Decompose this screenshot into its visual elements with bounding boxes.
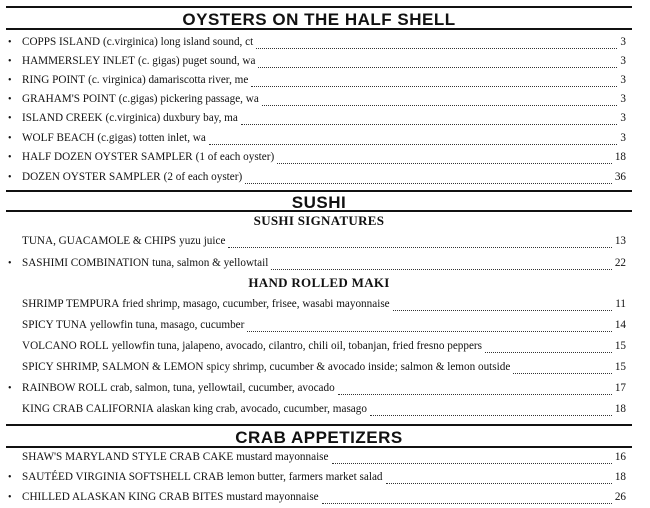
item-price: 36 (614, 171, 626, 183)
sushi-section-title: SUSHI (6, 190, 632, 212)
menu-item (8, 491, 626, 507)
bullet-icon: • (8, 37, 12, 48)
item-name: TUNA, GUACAMOLE & CHIPS (22, 235, 177, 247)
dot-leader (241, 123, 618, 125)
item-price: 18 (614, 471, 626, 483)
menu-item (8, 471, 626, 487)
menu-item (8, 451, 626, 467)
crab-section-title: CRAB APPETIZERS (6, 424, 632, 448)
bullet-icon: • (8, 113, 12, 124)
dot-leader (256, 47, 617, 49)
bullet-icon: • (8, 133, 12, 144)
menu-item (8, 55, 626, 71)
menu-item (8, 74, 626, 90)
item-price: 15 (614, 361, 626, 373)
item-price: 11 (615, 298, 626, 310)
item-name: CHILLED ALASKAN KING CRAB BITES (22, 491, 224, 503)
dot-leader (277, 162, 612, 164)
bullet-icon: • (8, 472, 12, 483)
item-price: 3 (620, 36, 626, 48)
dot-leader (209, 143, 618, 145)
dot-leader (370, 414, 612, 416)
dot-leader (262, 104, 618, 106)
item-description: alaskan king crab, avocado, cucumber, masago (156, 403, 367, 415)
menu-item (8, 36, 626, 52)
oysters-section-title: OYSTERS ON THE HALF SHELL (6, 6, 632, 30)
item-description: crab, salmon, tuna, yellowtail, cucumber, avocado (110, 382, 335, 394)
item-price: 3 (620, 55, 626, 67)
dot-leader (251, 85, 617, 87)
item-description: (c.virginica) long island sound, ct (103, 36, 254, 48)
item-name: SAUTÉED VIRGINIA SOFTSHELL CRAB (22, 471, 224, 483)
item-name: GRAHAM'S POINT (22, 93, 116, 105)
item-price: 3 (620, 132, 626, 144)
dot-leader (513, 372, 612, 374)
bullet-icon: • (8, 258, 12, 269)
bullet-icon: • (8, 172, 12, 183)
dot-leader (322, 502, 612, 504)
item-description: mustard mayonnaise (236, 451, 329, 463)
item-description: fried shrimp, masago, cucumber, frisee, wasabi mayonnaise (122, 298, 390, 310)
item-description: yellowfin tuna, jalapeno, avocado, cilantro, chili oil, tobanjan, fried fresno peppers (111, 340, 483, 352)
dot-leader (228, 246, 611, 248)
sushi-signatures-title: SUSHI SIGNATURES (253, 213, 385, 228)
bullet-icon: • (8, 383, 12, 394)
item-name: SPICY SHRIMP, SALMON & LEMON (22, 361, 204, 373)
menu-item (8, 151, 626, 167)
item-name: COPPS ISLAND (22, 36, 101, 48)
item-description: spicy shrimp, cucumber & avocado inside; salmon & lemon outside (206, 361, 511, 373)
bullet-icon: • (8, 492, 12, 503)
bullet-icon: • (8, 56, 12, 67)
menu-item (8, 235, 626, 251)
dot-leader (338, 393, 612, 395)
item-name: KING CRAB CALIFORNIA (22, 403, 154, 415)
hand-rolled-maki-title: HAND ROLLED MAKI (248, 275, 390, 290)
item-description: (c.virginica) duxbury bay, ma (105, 112, 238, 124)
menu-item (8, 319, 626, 335)
item-description: (c.gigas) totten inlet, wa (97, 132, 206, 144)
item-name: RAINBOW ROLL (22, 382, 108, 394)
menu-item (8, 382, 626, 398)
item-price: 13 (614, 235, 626, 247)
item-description: (c.gigas) pickering passage, wa (118, 93, 259, 105)
item-description: yellowfin tuna, masago, cucumber (89, 319, 245, 331)
item-name: DOZEN OYSTER SAMPLER (22, 171, 161, 183)
menu-item (8, 257, 626, 273)
bullet-icon: • (8, 75, 12, 86)
item-description: tuna, salmon & yellowtail (152, 257, 269, 269)
dot-leader (245, 182, 612, 184)
item-price: 3 (620, 93, 626, 105)
item-price: 16 (614, 451, 626, 463)
item-price: 15 (614, 340, 626, 352)
menu-item (8, 403, 626, 419)
dot-leader (485, 351, 612, 353)
item-price: 14 (614, 319, 626, 331)
menu-item (8, 93, 626, 109)
item-price: 3 (620, 112, 626, 124)
menu-item (8, 132, 626, 148)
item-description: (c. gigas) puget sound, wa (138, 55, 256, 67)
item-name: HAMMERSLEY INLET (22, 55, 136, 67)
item-name: SHRIMP TEMPURA (22, 298, 120, 310)
bullet-icon: • (8, 94, 12, 105)
menu-item (8, 112, 626, 128)
item-name: SHAW'S MARYLAND STYLE CRAB CAKE (22, 451, 234, 463)
item-description: (1 of each oyster) (195, 151, 275, 163)
item-name: HALF DOZEN OYSTER SAMPLER (22, 151, 193, 163)
item-name: RING POINT (22, 74, 86, 86)
item-name: SPICY TUNA (22, 319, 87, 331)
item-price: 26 (614, 491, 626, 503)
item-price: 22 (614, 257, 626, 269)
item-price: 18 (614, 403, 626, 415)
item-description: lemon butter, farmers market salad (226, 471, 383, 483)
item-name: WOLF BEACH (22, 132, 95, 144)
menu-item (8, 340, 626, 356)
dot-leader (258, 66, 617, 68)
item-price: 3 (620, 74, 626, 86)
item-description: mustard mayonnaise (226, 491, 319, 503)
dot-leader (271, 268, 611, 270)
item-description: (c. virginica) damariscotta river, me (88, 74, 249, 86)
item-price: 17 (614, 382, 626, 394)
menu-item (8, 361, 626, 377)
item-description: (2 of each oyster) (163, 171, 243, 183)
dot-leader (332, 462, 612, 464)
bullet-icon: • (8, 152, 12, 163)
menu-item (8, 171, 626, 187)
dot-leader (386, 482, 612, 484)
dot-leader (393, 309, 613, 311)
item-name: VOLCANO ROLL (22, 340, 109, 352)
item-description: yuzu juice (179, 235, 226, 247)
item-name: ISLAND CREEK (22, 112, 103, 124)
item-price: 18 (614, 151, 626, 163)
item-name: SASHIMI COMBINATION (22, 257, 150, 269)
menu-item (8, 298, 626, 314)
dot-leader (247, 330, 611, 332)
